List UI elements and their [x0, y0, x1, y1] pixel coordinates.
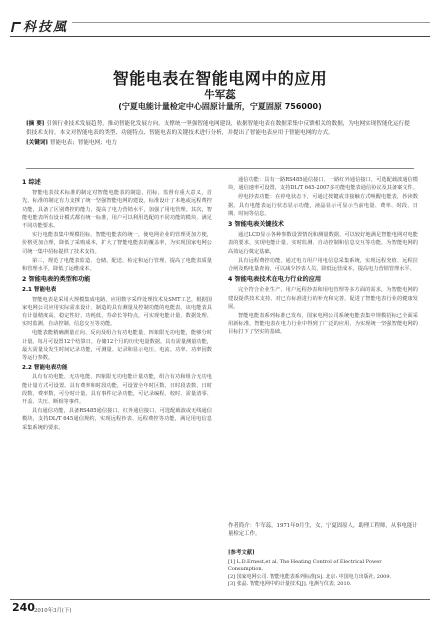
logo-mark-icon — [11, 22, 21, 32]
keywords-text: 智能电表；智能电网；电力 — [49, 140, 117, 146]
keywords-label: [关键词] — [26, 140, 49, 146]
abstract-block — [26, 120, 414, 148]
author-intro: 作者简介：牛军蕊，1971年9月生，女，宁夏固原人，助理工程师，从事电能计量检定工作。 — [228, 523, 418, 538]
body-paragraph: 通过LCD显示各种参数设置情况和测量数据，可以较好地满足智能电网对电能表的要求，实现电能计量、实时监测、自动控制和信息交互等功能，为智能电网的高效运行奠定基础。 — [228, 232, 418, 255]
abstract-text: 引领行业技术发展趋势，推动智能化发展方向，支撑统一坚强智能电网建设，依据智能电表在数据采集中反馈相关的数据，为电网实现智能化运行提供技术支持。本文对智能电表的类型、功能特点、智能电表的关键技术进行分析，并提出了智能电表应用于智能电网的方式。 — [26, 121, 410, 136]
subsection-heading: 2.2 智能电表功能 — [22, 365, 68, 372]
body-paragraph: 停电抄表功能：在停电状态下，可通过按键或非接触方式唤醒电能表，抄读数据。具有电能表运行状态显示功能，液晶显示可显示当前电量、费率、时段、日期、时间等信息。 — [228, 194, 418, 217]
references-heading: [参考文献] — [228, 550, 255, 556]
references — [228, 550, 418, 589]
section-heading: 1 综述 — [22, 179, 41, 186]
body-paragraph: 智能电能表系列标准已发布，国家电网公司系统电能表集中规模招标已全面采用新标准，智能电表在电力行业中得到了广泛的应用，为实现统一坚强智能电网的目标打下了坚实的基础。 — [228, 313, 418, 336]
body-paragraph: 实行电能表集中规模招标，智能电能表的统一，使电网企业的管理更加方便，价格更加合理，降低了采购成本，扩大了智能电能表的覆盖率，为实现国家电网公司统一集中招标提供了技术支持。 — [22, 232, 212, 255]
section-heading: 2 智能电表的类型和功能 — [22, 276, 91, 284]
subsection-heading: 2.1 智能电表 — [22, 287, 57, 294]
issue-info: 2010年3月(下) — [34, 608, 72, 614]
journal-header — [10, 16, 430, 38]
body-paragraph: 第三，规范了电能表监造、仓储、配送、检定和运行管理，提高了电能表质量和管理水平，降低了运维成本。 — [22, 257, 212, 273]
header-thin-rule — [72, 22, 430, 23]
section-heading: 4 智能电表技术在电力行业的应用 — [228, 276, 322, 284]
article-title: 智能电表在智能电网中的应用 — [112, 69, 328, 88]
body-paragraph: 智能电表技术标准的制定对智能电能表的制造、招标、监督有重大意义，首先，标准的制定有力支撑了统一坚强智能电网的建设。标准设计了本地或远程费控功能，具备了区别费控的能力，提高了电力营销水平，加强了用电管理。其次，智能电能表所有设计模式都有统一标准，用户可以利用选配的不同功能的模块，满足不同功能要求。 — [22, 190, 212, 230]
journal-name: 科技風 — [23, 20, 69, 35]
abstract — [26, 120, 414, 138]
header-rule — [10, 36, 430, 37]
footer-rule — [10, 599, 430, 600]
abstract-label: [摘 要] — [26, 121, 45, 127]
page-number: 240 — [12, 601, 35, 614]
body-paragraph: 智能电表是采用大规模集成电路，应用数字采样处理技术及SMT工艺，根据国家电网公司应用实际需求设计、制造的具有测量及控制功能的电能表。该电能表具有计量精度高、稳定性好、功耗低、寿命长等特点，可实现电能计量、数据处理、实时监测、自动控制、信息交互等功能。 — [22, 296, 212, 328]
body-paragraph: 具有远程费控功能，通过电力用户用电信息采集系统，实现远程充值、远程拉合闸及购电量查询，可以减少抄表人员，降低运营成本，提高电力营销管理水平。 — [228, 257, 418, 273]
body-paragraph: 通信功能：具有一路RS485通信接口、一路红外通信接口，可选配载波通信模块，通信速率可设置，支持DL/T 645-2007多功能电能表通信协议及其备案文件。 — [228, 177, 418, 192]
body-paragraph: 具有有功电能、无功电能、四象限无功电能计量功能，组合有功和组合无功电能计量方式可设置。具有费率和时段功能，可设置全年时区数、日时段表数、日时段数、费率数，可分时计量。具有事件记录功能，可记录编程、校时、需量清零、开盖、失压、断相等事件。 — [22, 374, 212, 406]
abstract-rule — [26, 168, 414, 169]
reference-item: [2] 国家电网公司. 智能电能表系列标准[S]. 北京: 中国电力出版社, 2009. — [228, 573, 392, 580]
keywords — [26, 139, 414, 148]
journal-logo — [12, 16, 68, 35]
left-column — [22, 176, 212, 433]
body-paragraph: 电能表能精确测量正向、反向及组合有功电能量，四象限无功电能，能够分时计量。每月可设置12个结算日，存储12个月的历史电量数据。具有需量测量功能，最大需量及发生时间记录功能，可测量、记录和显示电压、电流、功率、功率因数等运行参数。 — [22, 330, 212, 362]
right-column — [228, 176, 418, 338]
body-paragraph: 完全符合企业生产、用户远程抄表和用电管理等多方面的需求，为智能电网的建设提供技术支持，对已有标准进行的补充和完善，促进了智能电表行业的健康发展。 — [228, 287, 418, 310]
reference-item: [3] 张晶. 智能电网中的计量技术[J]. 电测与仪表, 2010. — [228, 581, 352, 588]
article-affiliation: (宁夏电能计量检定中心固原计量所，宁夏固原 756000) — [118, 102, 322, 111]
article-author: 牛军蕊 — [204, 89, 236, 101]
body-paragraph: 具有通信功能，具备RS485通信接口、红外通信接口，可选配载波或无线通信模块，支持DL/T 645通信规约，实现远程抄表、远程费控等功能，满足用电信息采集系统的要求。 — [22, 408, 212, 431]
reference-item: [1] L.D.Ernest,et al. The Heating Control of Electrical Power Consumption. — [228, 558, 382, 573]
section-heading: 3 智能电表关键技术 — [228, 221, 284, 229]
